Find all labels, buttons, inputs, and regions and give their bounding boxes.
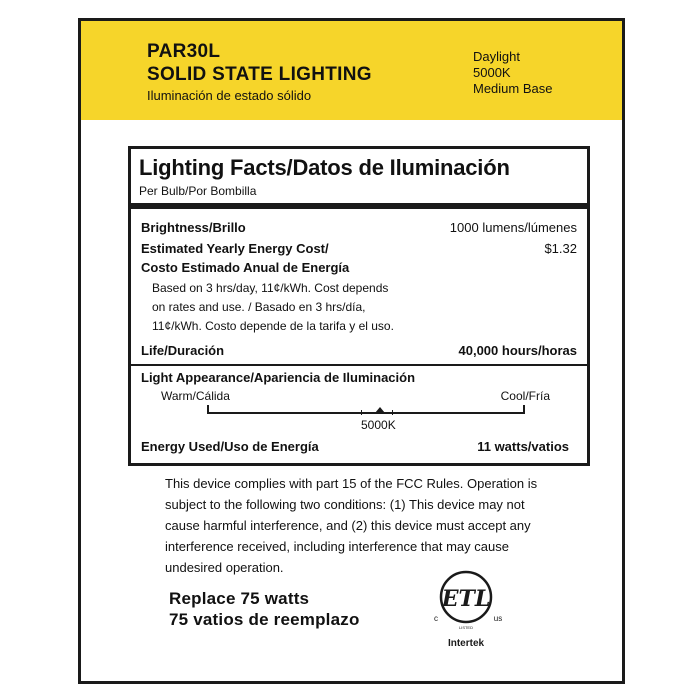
temperature-marker (375, 407, 385, 413)
replace-watts-en: Replace 75 watts (169, 589, 310, 608)
product-type-spanish: Iluminación de estado sólido (147, 88, 312, 103)
etl-listed-text: LISTED (458, 625, 474, 630)
warm-label: Warm/Cálida (161, 389, 230, 403)
cost-note-line2: on rates and use. / Basado en 3 hrs/día, (152, 300, 366, 314)
appearance-label: Light Appearance/Apariencia de Iluminación (141, 370, 416, 385)
etl-listed-mark (428, 567, 504, 651)
scale-end-cap (523, 405, 525, 414)
cost-note-line3: 11¢/kWh. Costo depende de la tarifa y el uso. (152, 319, 394, 333)
divider-thin (131, 364, 587, 366)
product-model: PAR30L (147, 41, 221, 62)
brightness-label: Brightness/Brillo (141, 220, 246, 235)
cost-note-line1: Based on 3 hrs/day, 11¢/kWh. Cost depends (152, 281, 389, 295)
product-header (81, 21, 622, 120)
cost-label-line1: Estimated Yearly Energy Cost/ (141, 241, 329, 256)
etl-us-letters: us (493, 614, 503, 623)
lighting-facts-panel (128, 146, 590, 466)
scale-tick (361, 410, 362, 415)
energy-label: Energy Used/Uso de Energía (141, 439, 319, 454)
etl-intertek-text: Intertek (447, 638, 485, 649)
facts-subtitle: Per Bulb/Por Bombilla (139, 184, 257, 198)
fcc-text-line1: This device complies with part 15 of the FCC Rules. Operation is (165, 476, 538, 491)
cool-label: Cool/Fría (500, 389, 550, 403)
brightness-value: 1000 lumens/lúmenes (449, 220, 577, 235)
cost-label-line2: Costo Estimado Anual de Energía (141, 260, 350, 275)
energy-value: 11 watts/vatios (477, 439, 569, 454)
scale-tick (392, 410, 393, 415)
fcc-text-line4: interference received, including interference that may cause (165, 539, 509, 554)
fcc-text-line2: subject to the following two conditions: (1) This device may not (165, 497, 525, 512)
color-temperature-scale (207, 412, 525, 414)
etl-mark-text: ETL (441, 586, 491, 612)
appearance-value: 5000K (361, 418, 396, 432)
spec-base: Medium Base (473, 81, 553, 96)
life-value: 40,000 hours/horas (458, 343, 577, 358)
spec-temperature: 5000K (473, 65, 511, 80)
divider-thick (131, 203, 587, 209)
spec-color: Daylight (473, 49, 520, 64)
etl-canada-letter: c (434, 614, 438, 623)
lighting-facts-label (78, 18, 625, 684)
fcc-text-line3: cause harmful interference, and (2) this device must accept any (165, 518, 531, 533)
cost-value: $1.32 (544, 241, 577, 256)
replace-watts-es: 75 vatios de reemplazo (169, 610, 360, 629)
product-type: SOLID STATE LIGHTING (147, 64, 372, 85)
facts-title: Lighting Facts/Datos de Iluminación (139, 155, 510, 180)
life-label: Life/Duración (141, 343, 225, 358)
fcc-text-line5: undesired operation. (165, 560, 284, 575)
